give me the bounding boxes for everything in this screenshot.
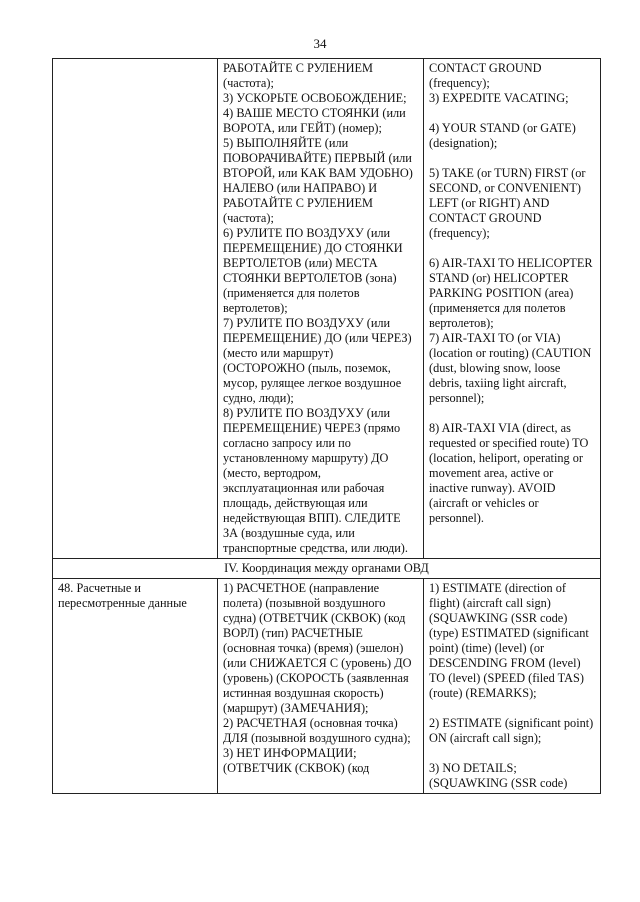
ru-phrase: 7) РУЛИТЕ ПО ВОЗДУХУ (или ПЕРЕМЕЩЕНИЕ) ДО (или ЧЕРЕЗ) (место или маршрут) (ОСТОРОЖНО (пыль, поземок, мусор, рулящее легкое воздушное судно, люди);	[223, 316, 412, 405]
ru-phrase: 6) РУЛИТЕ ПО ВОЗДУХУ (или ПЕРЕМЕЩЕНИЕ) ДО СТОЯНКИ ВЕРТОЛЕТОВ (или) МЕСТА СТОЯНКИ ВЕРТОЛЕТОВ (зона) (применяется для полетов вертолетов);	[223, 226, 403, 315]
table-row	[53, 579, 601, 794]
en-phrase: 5) TAKE (or TURN) FIRST (or SECOND, or CONVENIENT) LEFT (or RIGHT) AND CONTACT GROUND (frequency);	[429, 166, 586, 240]
russian-phrases-cell	[218, 579, 424, 794]
ru-phrase: 3) НЕТ ИНФОРМАЦИИ; (ОТВЕТЧИК (СКВОК) (код	[223, 746, 370, 775]
english-phrases-cell	[424, 579, 601, 794]
en-phrase: 1) ESTIMATE (direction of flight) (aircraft call sign) (SQUAWKING (SSR code) (type) ESTIMATED (significant point) (time) (level) (or DESCENDING FROM (level) TO (level) (SPEED (filed TAS) (route) (REMARKS);	[429, 581, 589, 700]
section-row	[53, 559, 601, 579]
russian-phrases-cell	[218, 59, 424, 559]
ru-phrase: 8) РУЛИТЕ ПО ВОЗДУХУ (или ПЕРЕМЕЩЕНИЕ) ЧЕРЕЗ (прямо согласно запросу или по установленному маршруту) ДО (место, вертодром, эксплуатационная или рабочая площадь, действующая или недействующая ВПП). СЛЕДИТЕ ЗА (воздушные суда, или транспортные средства, или люди).	[223, 406, 408, 555]
table-row	[53, 59, 601, 559]
ru-phrase: 1) РАСЧЕТНОЕ (направление полета) (позывной воздушного судна) (ОТВЕТЧИК (СКВОК) (код ВОРЛ) (тип) РАСЧЕТНЫЕ (основная точка) (время) (эшелон) (или СНИЖАЕТСЯ С (уровень) ДО (уровень) (СКОРОСТЬ (заявленная истинная воздушная скорость) (маршрут) (ЗАМЕЧАНИЯ);	[223, 581, 412, 715]
section-title: IV. Координация между органами ОВД	[53, 559, 601, 579]
en-phrase: CONTACT GROUND (frequency);	[429, 61, 542, 90]
english-phrases-cell	[424, 59, 601, 559]
page-number: 34	[313, 36, 327, 51]
situation-cell: 48. Расчетные и пересмотренные данные	[53, 579, 218, 794]
situation-cell	[53, 59, 218, 559]
ru-phrase: 3) УСКОРЬТЕ ОСВОБОЖДЕНИЕ;	[223, 91, 407, 105]
en-phrase: 8) AIR-TAXI VIA (direct, as requested or specified route) TO (location, heliport, operating or movement area, active or inactive runway). AVOID (aircraft or vehicles or personnel).	[429, 421, 589, 525]
en-phrase: 3) EXPEDITE VACATING;	[429, 91, 569, 105]
ru-phrase: 4) ВАШЕ МЕСТО СТОЯНКИ (или ВОРОТА, или ГЕЙТ) (номер);	[223, 106, 406, 135]
en-phrase: 2) ESTIMATE (significant point) ON (aircraft call sign);	[429, 716, 594, 745]
ru-phrase: 5) ВЫПОЛНЯЙТЕ (или ПОВОРАЧИВАЙТЕ) ПЕРВЫЙ (или ВТОРОЙ, или КАК ВАМ УДОБНО) НАЛЕВО (или НАПРАВО) И РАБОТАЙТЕ С РУЛЕНИЕМ (частота);	[223, 136, 413, 225]
en-phrase: 7) AIR-TAXI TO (or VIA) (location or routing) (CAUTION (dust, blowing snow, loose debris, taxiing light aircraft, personnel);	[429, 331, 592, 405]
en-phrase: 3) NO DETAILS; (SQUAWKING (SSR code)	[429, 761, 568, 790]
ru-phrase: РАБОТАЙТЕ С РУЛЕНИЕМ (частота);	[223, 61, 373, 90]
en-phrase: 6) AIR-TAXI TO HELICOPTER STAND (or) HELICOPTER PARKING POSITION (area) (применяется для полетов вертолетов);	[429, 256, 593, 330]
phraseology-table	[52, 58, 601, 794]
ru-phrase: 2) РАСЧЕТНАЯ (основная точка) ДЛЯ (позывной воздушного судна);	[223, 716, 411, 745]
en-phrase: 4) YOUR STAND (or GATE) (designation);	[429, 121, 576, 150]
